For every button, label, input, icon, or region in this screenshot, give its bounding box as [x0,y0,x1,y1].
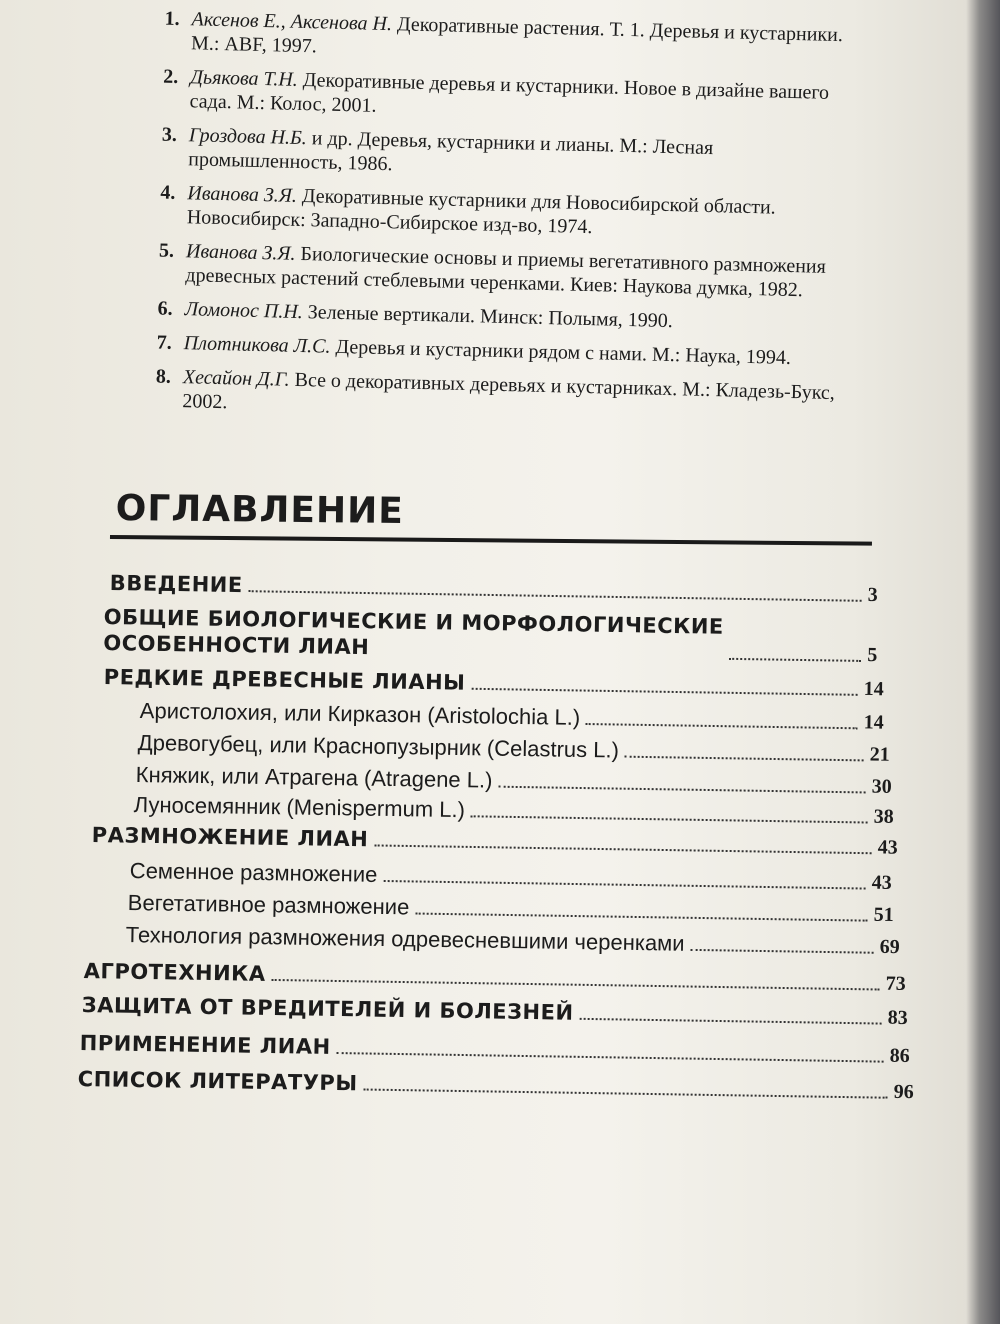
toc-page-number: 21 [869,743,890,766]
toc-page-number: 30 [871,775,892,798]
reference-number: 2. [163,65,179,88]
reference-number: 5. [158,239,175,262]
reference-number: 8. [155,365,172,388]
reference-number: 7. [156,331,173,354]
toc-entry-title: Луносемянник (Menispermum L.) [133,792,466,823]
reference-description: Все о декоративных деревьях и кустарниках. М.: Кладезь-Букс, 2002. [182,368,836,414]
toc-leader-dots [690,949,873,954]
toc-page-number: 3 [867,583,878,607]
reference-number: 6. [157,297,173,320]
reference-description: Декоративные растения. Т. 1. Деревья и кустарники. М.: ABF, 1997. [190,13,844,58]
toc-entry [138,730,890,768]
toc-leader-dots [249,590,862,602]
toc-entry [126,922,900,960]
toc-page-number: 69 [879,935,900,959]
toc-leader-dots [579,1018,881,1025]
toc-leader-dots [374,844,871,854]
reference-description: Деревья и кустарники рядом с нами. М.: Наука, 1994. [335,335,792,370]
toc-entry-title: Семенное размножение [129,858,378,887]
toc-entry [78,1066,914,1105]
toc-page-number: 14 [863,711,884,734]
toc-entry [128,890,894,928]
toc-leader-dots [586,723,858,729]
toc-page-number: 14 [863,677,884,701]
toc-leader-dots [471,815,868,823]
reference-author: Гроздова Н.Б. [188,124,308,150]
toc-page-number: 83 [887,1006,908,1029]
toc-entry-title: АГРОТЕХНИКА [83,958,266,986]
toc-page-number: 86 [889,1044,910,1068]
toc-entry-title: Древогубец, или Краснопузырник (Celastrus L.) [137,730,620,763]
toc-entry-title: СПИСОК ЛИТЕРАТУРЫ [77,1066,358,1096]
toc-entry-title: РАЗМНОЖЕНИЕ ЛИАН [91,822,369,852]
reference-author: Иванова З.Я. [187,182,298,207]
toc-leader-dots [471,688,857,696]
toc-entry [110,570,878,608]
toc-entry [82,992,908,1031]
toc-leader-dots [337,1052,884,1063]
toc-page-number: 43 [877,836,898,859]
toc-entry [80,1030,910,1069]
toc-entry-title: ВВЕДЕНИЕ [109,570,243,598]
toc-leader-dots [415,913,867,922]
toc-entry-title: РЕДКИЕ ДРЕВЕСНЫЕ ЛИАНЫ [103,664,466,695]
toc-entry [103,604,878,668]
page-edge-shadow [966,0,1000,1324]
toc-leader-dots [498,786,865,794]
reference-author: Дьякова Т.Н. [190,66,299,91]
toc-page-number: 73 [885,972,906,995]
toc-page-number: 5 [867,643,878,667]
toc-entry-title: ЗАЩИТА ОТ ВРЕДИТЕЛЕЙ И БОЛЕЗНЕЙ [81,992,574,1025]
toc-entry [104,664,884,702]
toc-entry [130,858,892,896]
reference-author: Аксенов Е., Аксенова Н. [191,8,393,36]
toc-leader-dots [383,880,865,890]
toc-entry-title: ОБЩИЕ БИОЛОГИЧЕСКИЕ И МОРФОЛОГИЧЕСКИЕ ОСОБЕННОСТИ ЛИАН [103,604,724,660]
reference-author: Хесайон Д.Г. [182,366,290,391]
reference-author: Ломонос П.Н. [184,298,304,324]
toc-heading: ОГЛАВЛЕНИЕ [115,488,405,533]
toc-page-number: 38 [873,805,894,828]
toc-entry-title: Вегетативное размножение [127,890,410,920]
reference-description: Декоративные кустарники для Новосибирской области. Новосибирск: Западно-Сибирское изд-во, 1974. [186,185,776,239]
toc-leader-dots [363,1088,887,1098]
toc-entry-title: Аристолохия, или Кирказон (Aristolochia L.) [139,698,581,730]
toc-leader-dots [729,658,861,662]
reference-number: 4. [160,181,176,204]
reference-description: Биологические основы и приемы вегетативного размножения древесных растений стеблевыми черенками. Киев: Наукова думка, 1982. [185,242,827,302]
reference-author: Иванова З.Я. [185,240,296,265]
toc-entry [84,958,906,997]
toc-entry [140,698,884,736]
reference-number: 3. [161,123,178,146]
reference-description: Зеленые вертикали. Минск: Полымя, 1990. [307,301,674,333]
toc-entry-title: Технология размножения одревесневшими черенками [125,922,685,956]
toc-page-number: 96 [893,1080,914,1104]
toc-page-number: 51 [873,903,894,927]
toc-leader-dots [271,979,879,991]
reference-description: Декоративные деревья и кустарники. Новое в дизайне вашего сада. М.: Колос, 2001. [189,69,830,117]
toc-page-number: 43 [871,871,892,894]
reference-author: Плотникова Л.С. [183,332,331,358]
toc-entry-title: ПРИМЕНЕНИЕ ЛИАН [79,1030,331,1059]
reference-number: 1. [164,7,180,30]
reference-description: и др. Деревья, кустарники и лианы. М.: Лесная промышленность, 1986. [188,127,714,176]
toc-entry-title: Княжик, или Атрагена (Atragene L.) [135,762,493,793]
toc-leader-dots [625,756,864,762]
